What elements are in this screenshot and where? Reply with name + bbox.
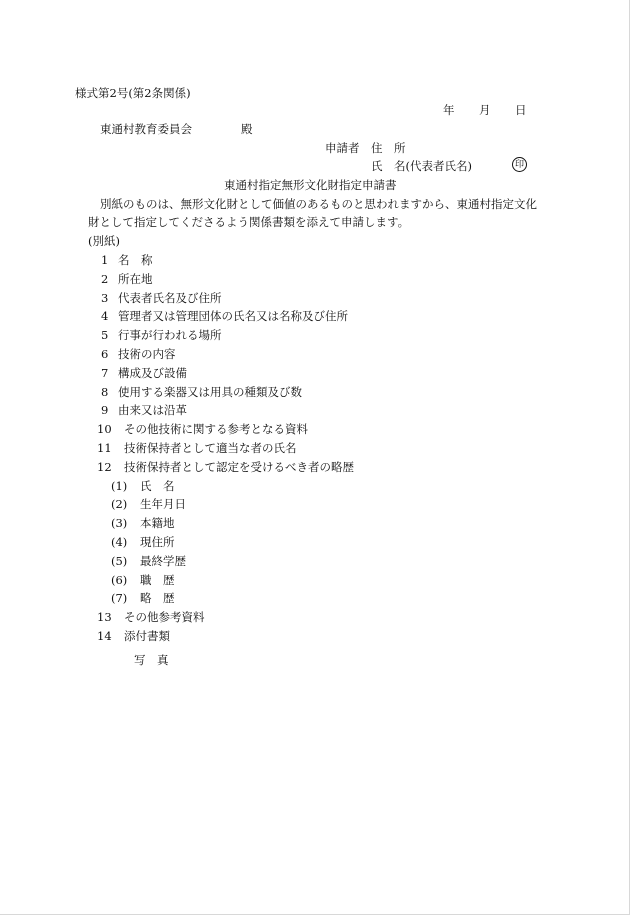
list-item-text: 技術保持者として適当な者の氏名: [124, 441, 297, 455]
date-year: 年: [443, 103, 455, 117]
list-item-text: 生年月日: [140, 497, 186, 512]
list-item-number: 10: [97, 422, 112, 437]
applicant-name-label: 氏 名(代表者氏名): [371, 159, 472, 173]
list-item-number: 14: [97, 629, 112, 643]
list-item-text: 行事が行われる場所: [118, 328, 222, 343]
attachment-doc: 写 真: [134, 653, 169, 667]
list-item-text: その他技術に関する参考となる資料: [124, 422, 308, 437]
list-item-number: 6: [101, 347, 109, 361]
body-line-1: 別紙のものは、無形文化財として価値のあるものと思われますから、東通村指定文化: [100, 197, 537, 211]
list-item-text: 所在地: [118, 271, 153, 286]
list-item-text: その他参考資料: [124, 610, 205, 625]
list-item-number: 7: [101, 365, 109, 380]
list-item-number: (5): [111, 553, 128, 568]
list-item-text: 添付書類: [124, 629, 170, 643]
date-month: 月: [479, 103, 491, 117]
applicant-address-label: 住 所: [371, 141, 406, 155]
list-item-text: 管理者又は管理団体の氏名又は名称及び住所: [118, 309, 348, 324]
list-item-text: 使用する楽器又は用具の種類及び数: [118, 384, 302, 399]
list-item-text: 技術の内容: [118, 347, 176, 361]
list-item-number: (2): [111, 497, 128, 512]
list-item-text: 最終学歴: [140, 553, 186, 568]
list-item-number: (7): [111, 591, 128, 606]
list-item-text: 由来又は沿革: [118, 403, 187, 418]
list-item-text: 構成及び設備: [118, 365, 187, 380]
list-item-number: 5: [101, 328, 109, 343]
addressee-name: 東通村教育委員会: [100, 122, 192, 136]
list-item-text: 職 歴: [140, 572, 175, 587]
list-item-number: 2: [101, 271, 109, 286]
document-title: 東通村指定無形文化財指定申請書: [224, 178, 397, 192]
attachment-label: (別紙): [88, 234, 120, 248]
list-item-number: 11: [97, 441, 112, 455]
applicant-label: 申請者: [325, 141, 360, 155]
list-item-text: 現住所: [140, 535, 175, 549]
form-number: 様式第2号(第2条関係): [75, 86, 191, 100]
list-item-text: 名 称: [118, 253, 153, 267]
list-item-text: 本籍地: [140, 516, 175, 531]
list-item-number: 4: [101, 309, 109, 324]
list-item-text: 代表者氏名及び住所: [118, 290, 222, 305]
list-item-number: 3: [101, 290, 109, 305]
list-item-number: 13: [97, 610, 112, 625]
date-day: 日: [515, 103, 527, 117]
seal-mark: 印: [512, 157, 527, 172]
list-item-text: 氏 名: [140, 478, 175, 493]
list-item-number: (6): [111, 572, 128, 587]
body-line-2: 財として指定してくださるよう関係書類を添えて申請します。: [88, 215, 410, 229]
list-item-text: 略 歴: [140, 591, 175, 606]
list-item-number: (4): [111, 535, 128, 549]
list-item-number: (3): [111, 516, 128, 531]
list-item-text: 技術保持者として認定を受けるべき者の略歴: [124, 459, 354, 474]
list-item-number: 9: [101, 403, 109, 418]
addressee-honorific: 殿: [241, 122, 253, 136]
list-item-number: (1): [111, 478, 128, 493]
list-item-number: 12: [97, 459, 112, 474]
list-item-number: 1: [101, 253, 109, 267]
list-item-number: 8: [101, 384, 109, 399]
